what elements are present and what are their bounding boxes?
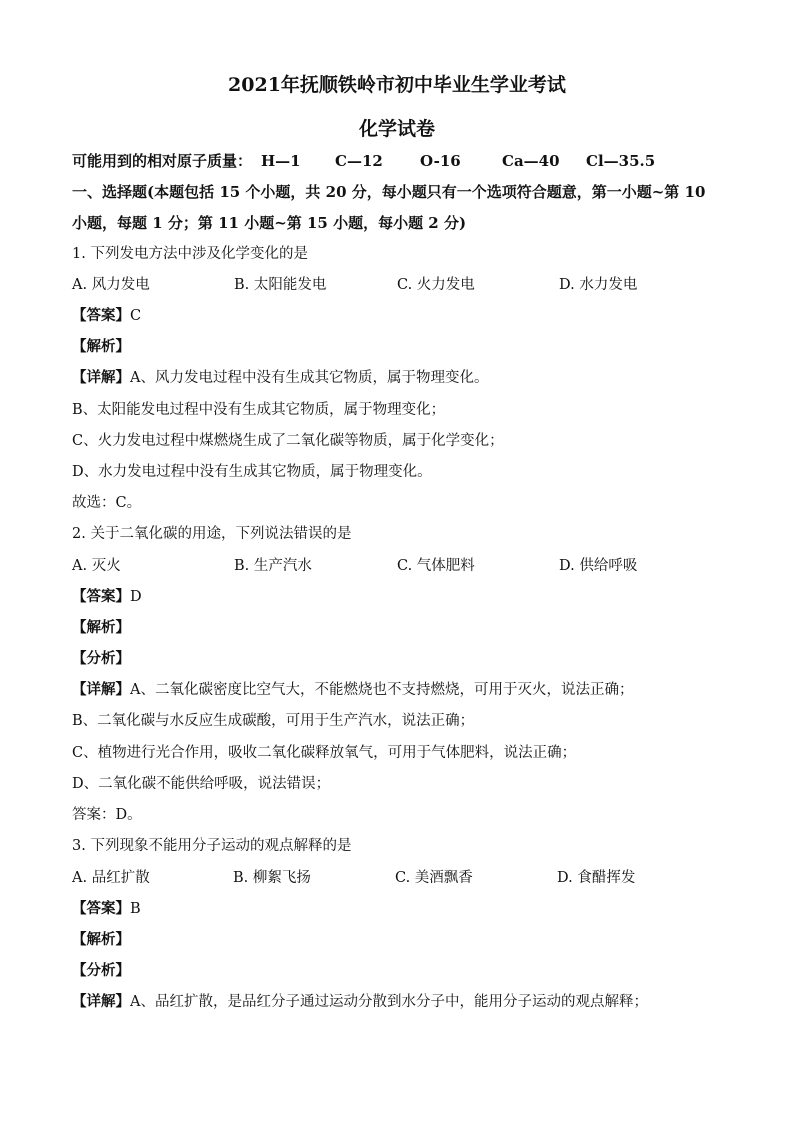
q2-detail-a <box>72 680 732 700</box>
q1-option-b: B. 太阳能发电 <box>234 277 327 293</box>
q2-detail-d: D、二氧化碳不能供给呼吸，说法错误； <box>72 776 331 792</box>
exam-subtitle: 化学试卷 <box>358 118 435 140</box>
atomic-mass-c: C—12 <box>335 152 383 170</box>
q3-detail-a-text: A、品红扩散，是品红分子通过运动分散到水分子中，能用分子运动的观点解释； <box>130 994 648 1010</box>
q2-option-a: A. 灭火 <box>72 558 121 574</box>
q3-option-a: A. 品红扩散 <box>72 870 150 886</box>
q2-fenxi-tag: 【分析】 <box>72 650 130 667</box>
q3-stem: 3. 下列现象不能用分子运动的观点解释的是 <box>72 838 352 854</box>
atomic-mass-o: O-16 <box>420 152 461 170</box>
q1-option-a: A. 风力发电 <box>72 277 150 293</box>
q1-stem: 1. 下列发电方法中涉及化学变化的是 <box>72 246 308 262</box>
q2-analysis-tag: 【解析】 <box>72 619 130 636</box>
answer-tag: 【答案】 <box>72 900 130 917</box>
detail-tag: 【详解】 <box>72 681 130 698</box>
atomic-mass-label: 可能用到的相对原子质量： <box>72 152 253 170</box>
q3-fenxi-tag: 【分析】 <box>72 962 130 979</box>
detail-tag: 【详解】 <box>72 369 130 386</box>
answer-tag: 【答案】 <box>72 588 130 605</box>
q1-answer-value: C <box>130 308 142 324</box>
section-heading-line1: 一、选择题(本题包括 15 个小题，共 20 分，每小题只有一个选项符合题意，第一小题~第 10 <box>72 183 706 201</box>
q2-answer-value: D <box>130 589 142 605</box>
q1-conclusion: 故选：C。 <box>72 495 142 511</box>
q2-option-c: C. 气体肥料 <box>397 558 475 574</box>
atomic-mass-cl: Cl—35.5 <box>586 152 656 170</box>
q1-answer <box>72 306 732 326</box>
q3-option-d: D. 食醋挥发 <box>557 870 636 886</box>
section-heading-line2: 小题，每题 1 分；第 11 小题~第 15 小题，每小题 2 分) <box>72 214 467 232</box>
q1-option-d: D. 水力发电 <box>559 277 638 293</box>
q2-detail-c: C、植物进行光合作用，吸收二氧化碳释放氧气，可用于气体肥料，说法正确； <box>72 745 577 761</box>
q2-option-b: B. 生产汽水 <box>234 558 312 574</box>
q2-stem: 2. 关于二氧化碳的用途，下列说法错误的是 <box>72 526 352 542</box>
q3-answer <box>72 899 732 919</box>
q1-detail-a-text: A、风力发电过程中没有生成其它物质，属于物理变化。 <box>130 370 489 386</box>
q1-detail-d: D、水力发电过程中没有生成其它物质，属于物理变化。 <box>72 464 432 480</box>
q1-detail-b: B、太阳能发电过程中没有生成其它物质，属于物理变化； <box>72 402 446 418</box>
q1-analysis-tag: 【解析】 <box>72 338 130 355</box>
detail-tag: 【详解】 <box>72 993 130 1010</box>
atomic-mass-ca: Ca—40 <box>502 152 560 170</box>
q2-detail-b: B、二氧化碳与水反应生成碳酸，可用于生产汽水，说法正确； <box>72 713 475 729</box>
q2-conclusion: 答案：D。 <box>72 807 142 823</box>
atomic-mass-h: H—1 <box>261 152 301 170</box>
exam-title: 2021年抚顺铁岭市初中毕业生学业考试 <box>228 74 566 96</box>
q2-option-d: D. 供给呼吸 <box>559 558 638 574</box>
answer-tag: 【答案】 <box>72 307 130 324</box>
q3-option-b: B. 柳絮飞扬 <box>233 870 311 886</box>
q1-detail-a <box>72 368 732 388</box>
q3-option-c: C. 美酒飘香 <box>395 870 473 886</box>
q1-detail-c: C、火力发电过程中煤燃烧生成了二氧化碳等物质，属于化学变化； <box>72 433 504 449</box>
q2-detail-a-text: A、二氧化碳密度比空气大，不能燃烧也不支持燃烧，可用于灭火，说法正确； <box>130 682 634 698</box>
q3-answer-value: B <box>130 901 141 917</box>
q3-analysis-tag: 【解析】 <box>72 931 130 948</box>
q1-option-c: C. 火力发电 <box>397 277 475 293</box>
atomic-mass-line <box>72 151 732 171</box>
q2-answer <box>72 587 732 607</box>
q3-detail-a <box>72 992 732 1012</box>
